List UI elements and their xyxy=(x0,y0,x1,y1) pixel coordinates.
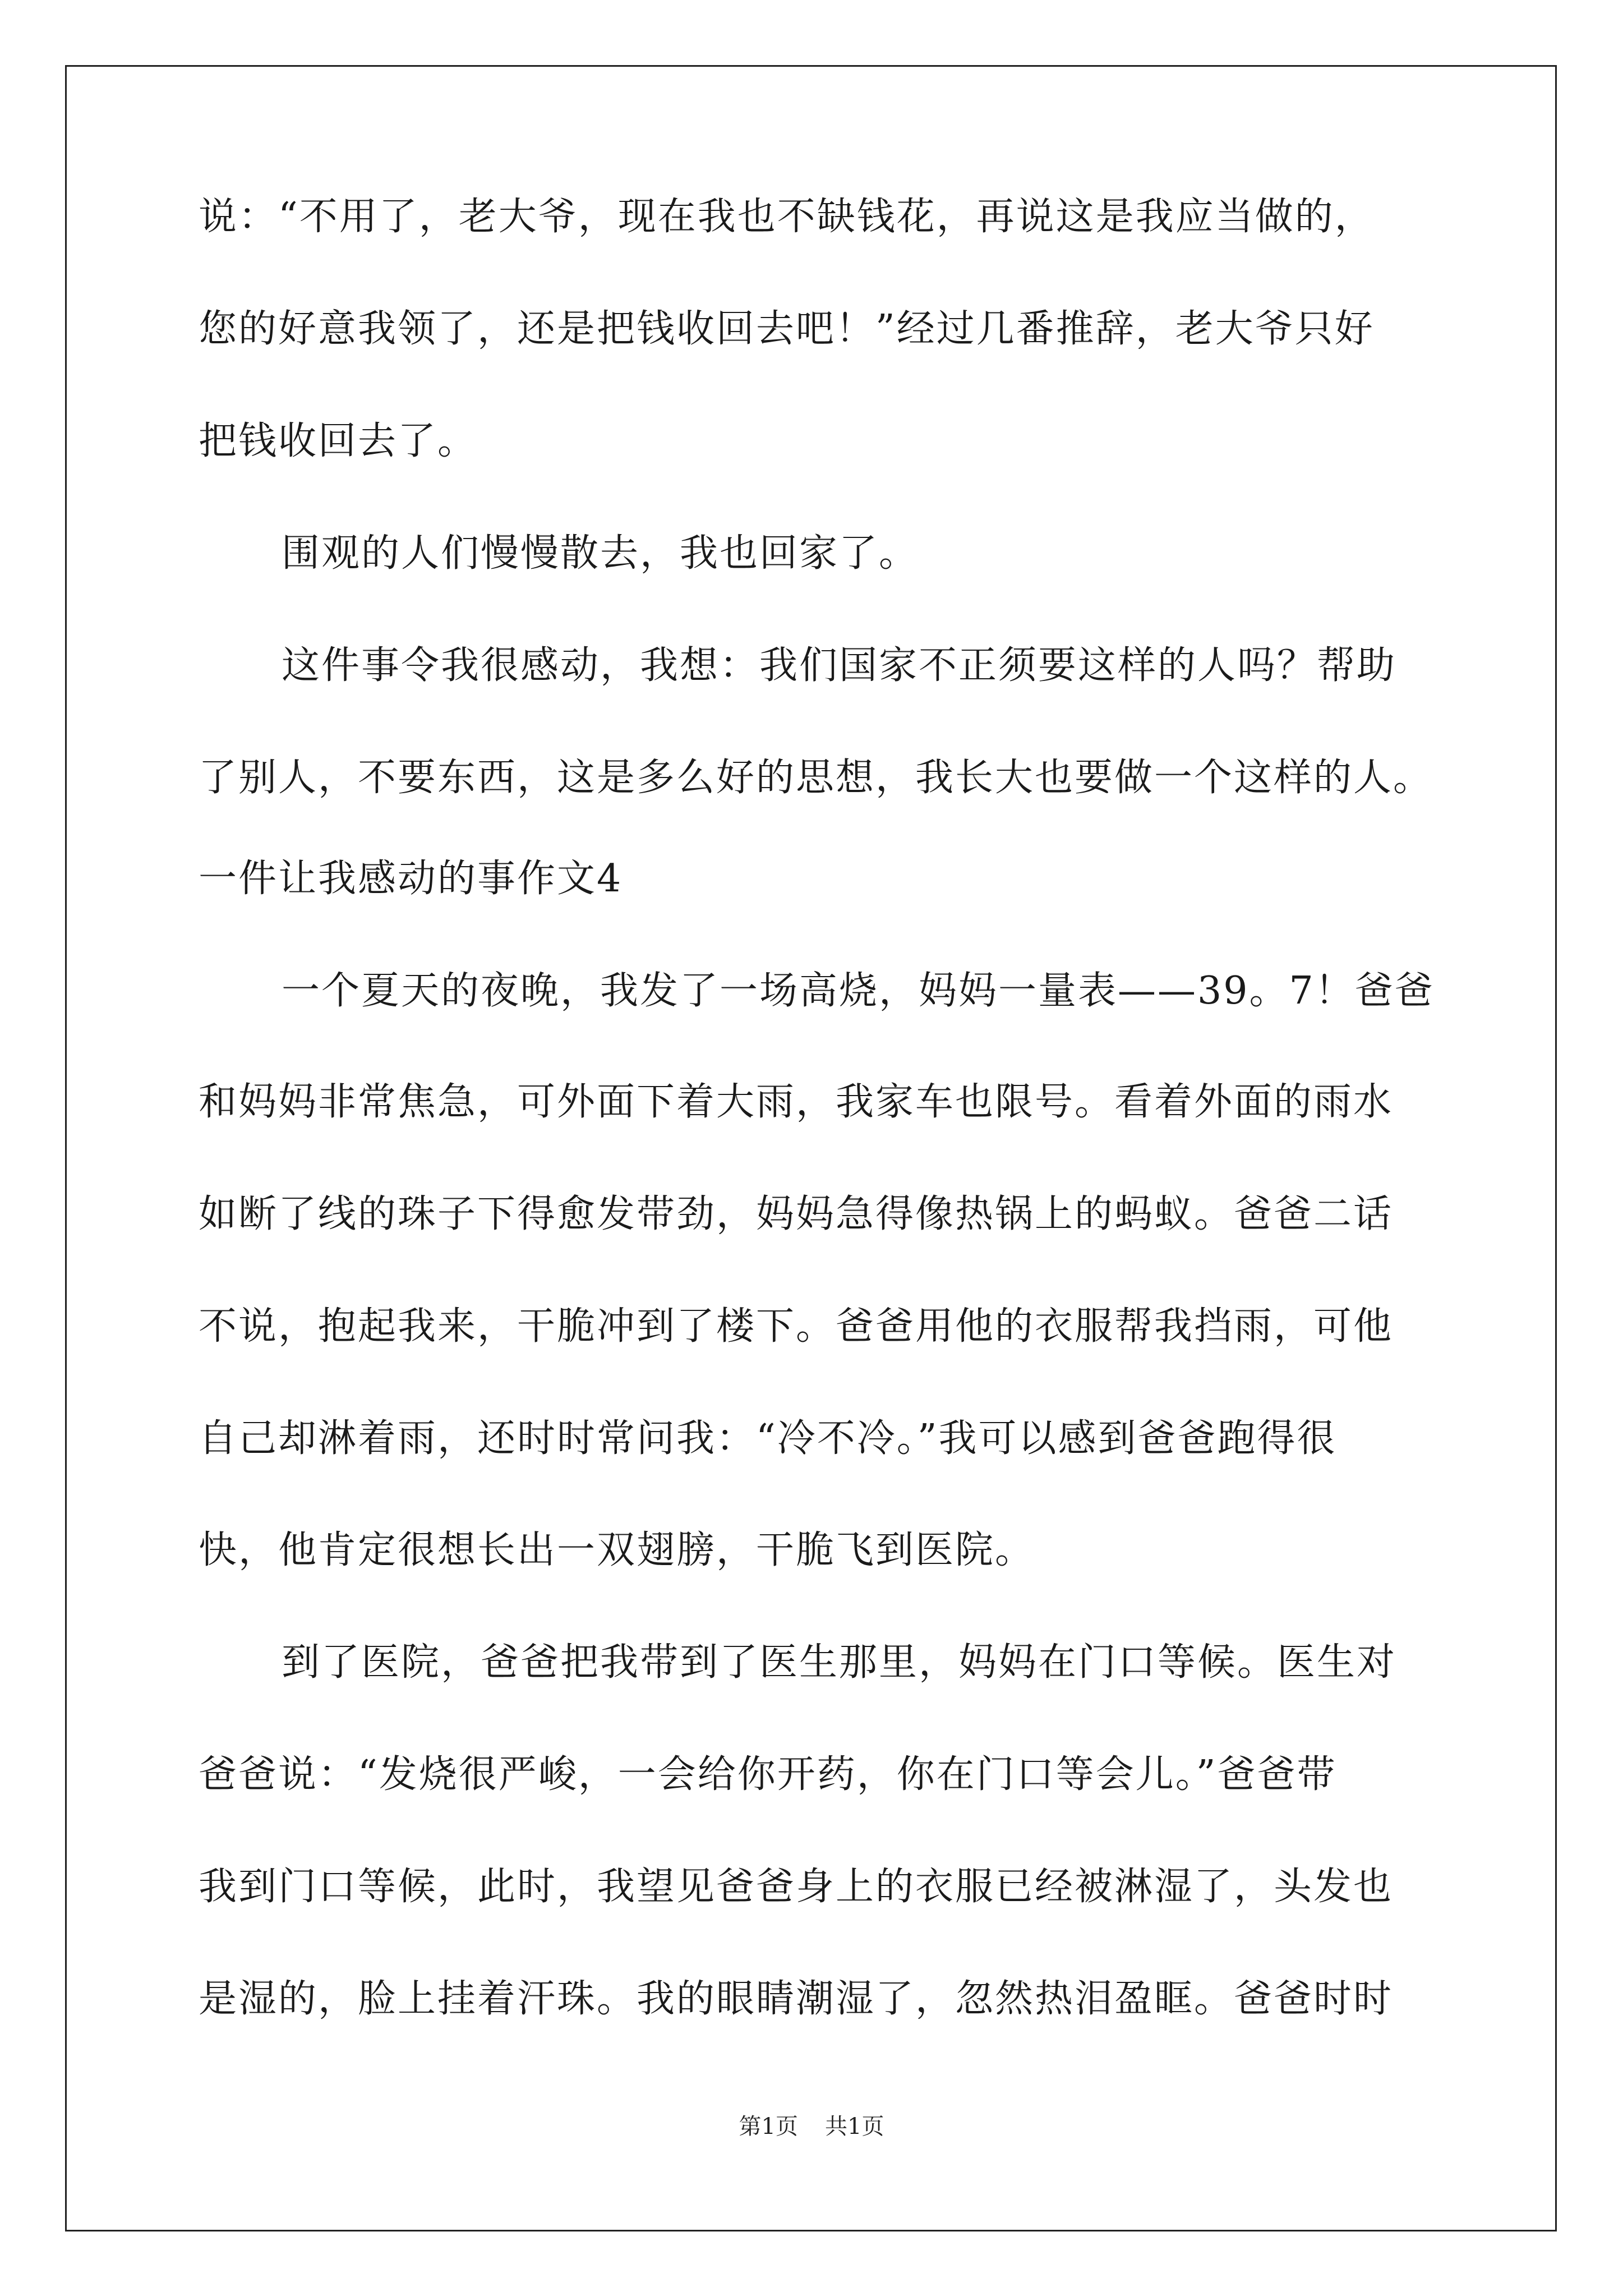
text-line: 自己却淋着雨，还时时常问我：“冷不冷。”我可以感到爸爸跑得很 xyxy=(199,1416,1337,1461)
text-line: 不说，抱起我来，干脆冲到了楼下。爸爸用他的衣服帮我挡雨，可他 xyxy=(199,1304,1394,1349)
page-number: 第1页 xyxy=(739,2114,798,2139)
page-total: 共1页 xyxy=(825,2114,884,2139)
text-line: 一个夏天的夜晚，我发了一场高烧，妈妈一量表——39。7！爸爸 xyxy=(282,969,1435,1013)
text-line: 到了医院，爸爸把我带到了医生那里，妈妈在门口等候。医生对 xyxy=(282,1640,1397,1685)
text-line: 我到门口等候，此时，我望见爸爸身上的衣服已经被淋湿了，头发也 xyxy=(199,1865,1394,1909)
page-footer xyxy=(0,2111,1623,2142)
section-heading: 一件让我感动的事作文4 xyxy=(199,857,623,901)
text-line: 您的好意我领了，还是把钱收回去吧！”经过几番推辞，老大爷只好 xyxy=(199,307,1375,351)
text-line: 如断了线的珠子下得愈发带劲，妈妈急得像热锅上的蚂蚁。爸爸二话 xyxy=(199,1192,1394,1236)
text-line: 把钱收回去了。 xyxy=(199,419,478,463)
text-line: 爸爸说：“发烧很严峻，一会给你开药，你在门口等会儿。”爸爸带 xyxy=(199,1752,1337,1797)
text-line: 围观的人们慢慢散去，我也回家了。 xyxy=(282,531,919,576)
text-line: 快，他肯定很想长出一双翅膀，干脆飞到医院。 xyxy=(199,1528,1035,1572)
text-line: 了别人，不要东西，这是多么好的思想，我长大也要做一个这样的人。 xyxy=(199,756,1433,800)
text-line: 这件事令我很感动，我想：我们国家不正须要这样的人吗？帮助 xyxy=(282,643,1397,688)
text-line: 是湿的，脸上挂着汗珠。我的眼睛潮湿了，忽然热泪盈眶。爸爸时时 xyxy=(199,1977,1394,2021)
text-line: 和妈妈非常焦急，可外面下着大雨，我家车也限号。看着外面的雨水 xyxy=(199,1080,1394,1124)
text-line: 说：“不用了，老大爷，现在我也不缺钱花，再说这是我应当做的， xyxy=(199,195,1375,239)
